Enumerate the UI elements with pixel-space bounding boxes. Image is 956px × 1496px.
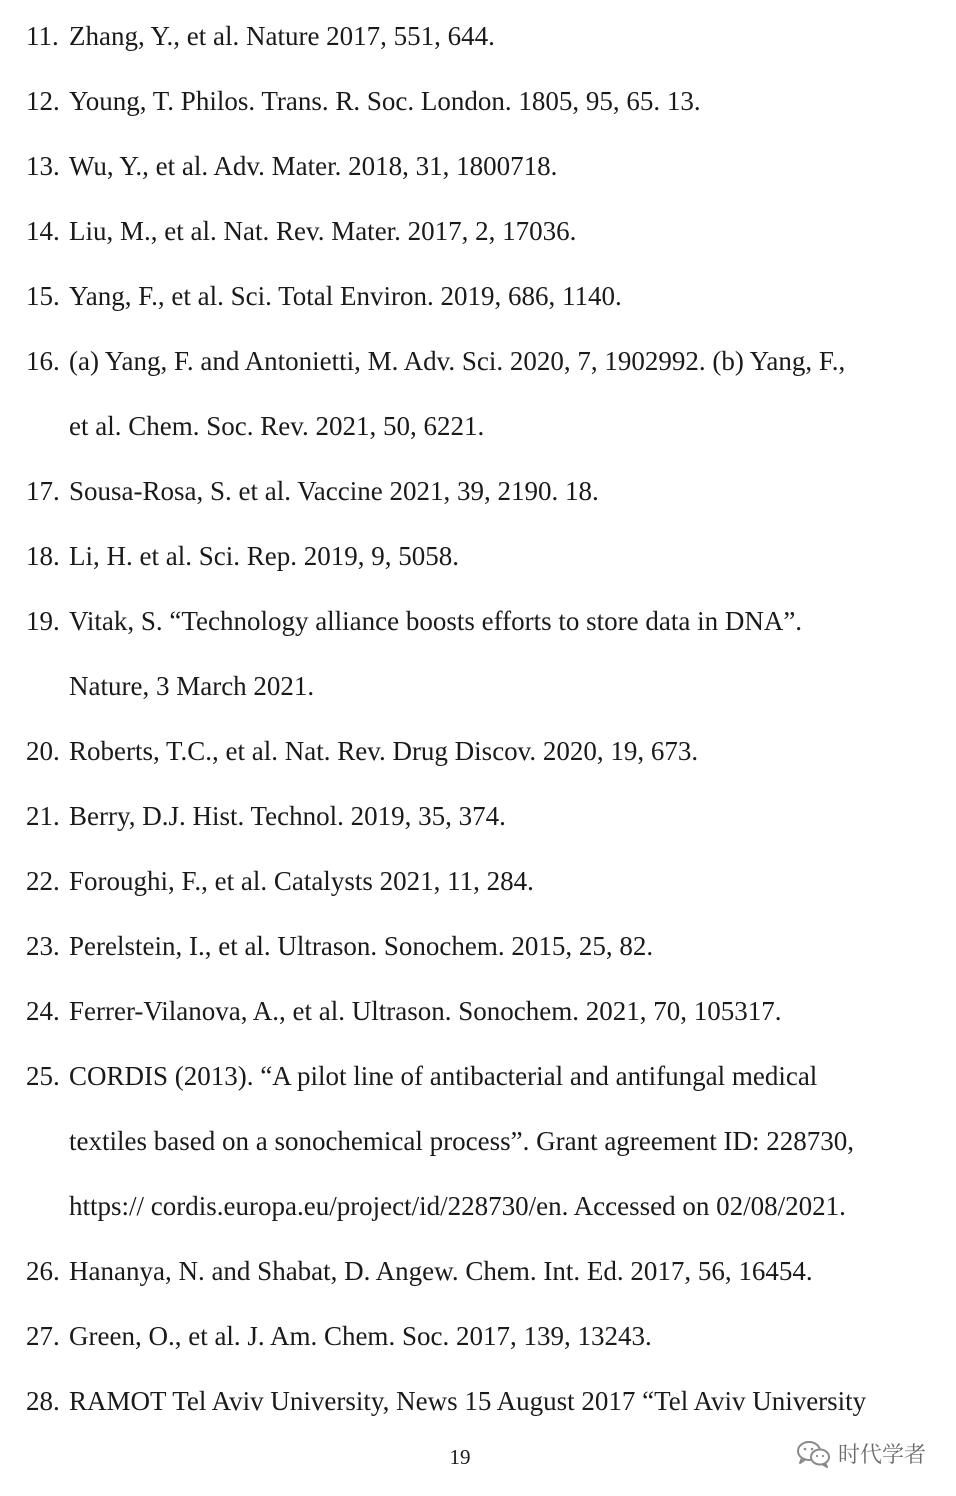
reference-item <box>26 1369 926 1434</box>
reference-number: 20. <box>26 736 60 766</box>
watermark-text: 时代学者 <box>837 1443 926 1468</box>
reference-line: RAMOT Tel Aviv University, News 15 August 2017 “Tel Aviv University <box>69 1386 867 1416</box>
reference-line: Sousa-Rosa, S. et al. Vaccine 2021, 39, 2190. 18. <box>69 476 599 506</box>
wechat-icon <box>796 1440 832 1468</box>
reference-number: 28. <box>26 1386 60 1416</box>
reference-text <box>69 199 926 264</box>
reference-number: 17. <box>26 476 60 506</box>
reference-item <box>26 329 926 459</box>
reference-number: 27. <box>26 1321 60 1351</box>
reference-line: Ferrer-Vilanova, A., et al. Ultrason. Sonochem. 2021, 70, 105317. <box>69 996 782 1026</box>
reference-number: 24. <box>26 996 60 1026</box>
reference-number: 18. <box>26 541 60 571</box>
reference-line: Zhang, Y., et al. Nature 2017, 551, 644. <box>69 21 495 51</box>
reference-text <box>69 459 926 524</box>
reference-text <box>69 914 926 979</box>
reference-item <box>26 459 926 524</box>
reference-line: (a) Yang, F. and Antonietti, M. Adv. Sci. 2020, 7, 1902992. (b) Yang, F., <box>69 346 846 376</box>
reference-line: Hananya, N. and Shabat, D. Angew. Chem. Int. Ed. 2017, 56, 16454. <box>69 1256 813 1286</box>
reference-item <box>26 199 926 264</box>
reference-text <box>69 264 926 329</box>
reference-text <box>69 979 926 1044</box>
reference-number: 13. <box>26 151 60 181</box>
reference-line: Foroughi, F., et al. Catalysts 2021, 11, 284. <box>69 866 534 896</box>
reference-item <box>26 69 926 134</box>
reference-line: Nature, 3 March 2021. <box>69 671 315 701</box>
reference-line: et al. Chem. Soc. Rev. 2021, 50, 6221. <box>69 411 485 441</box>
reference-item <box>26 4 926 69</box>
reference-number: 14. <box>26 216 60 246</box>
reference-number: 12. <box>26 86 60 116</box>
reference-text <box>69 329 926 459</box>
reference-text <box>69 69 926 134</box>
reference-item <box>26 784 926 849</box>
reference-line: Liu, M., et al. Nat. Rev. Mater. 2017, 2, 17036. <box>69 216 577 246</box>
reference-text <box>69 1369 926 1434</box>
reference-line: Roberts, T.C., et al. Nat. Rev. Drug Discov. 2020, 19, 673. <box>69 736 699 766</box>
reference-number: 21. <box>26 801 60 831</box>
reference-item <box>26 1239 926 1304</box>
reference-item <box>26 589 926 719</box>
reference-text <box>69 1044 926 1239</box>
reference-line: Wu, Y., et al. Adv. Mater. 2018, 31, 1800718. <box>69 151 558 181</box>
reference-line: Young, T. Philos. Trans. R. Soc. London. 1805, 95, 65. 13. <box>69 86 701 116</box>
reference-text <box>69 784 926 849</box>
reference-text <box>69 719 926 784</box>
reference-item <box>26 1304 926 1369</box>
reference-text <box>69 134 926 199</box>
reference-text <box>69 589 926 719</box>
reference-line: CORDIS (2013). “A pilot line of antibacterial and antifungal medical <box>69 1061 818 1091</box>
reference-line: Yang, F., et al. Sci. Total Environ. 2019, 686, 1140. <box>69 281 622 311</box>
reference-line: Vitak, S. “Technology alliance boosts efforts to store data in DNA”. <box>69 606 803 636</box>
reference-item <box>26 264 926 329</box>
reference-number: 26. <box>26 1256 60 1286</box>
reference-item <box>26 719 926 784</box>
reference-item <box>26 524 926 589</box>
reference-text <box>69 524 926 589</box>
reference-line: Green, O., et al. J. Am. Chem. Soc. 2017, 139, 13243. <box>69 1321 652 1351</box>
reference-line: textiles based on a sonochemical process”. Grant agreement ID: 228730, <box>69 1126 854 1156</box>
reference-number: 16. <box>26 346 60 376</box>
reference-number: 25. <box>26 1061 60 1091</box>
page-number: 19 <box>449 1445 471 1469</box>
reference-item <box>26 1044 926 1239</box>
reference-line: Berry, D.J. Hist. Technol. 2019, 35, 374. <box>69 801 506 831</box>
reference-line: Perelstein, I., et al. Ultrason. Sonochem. 2015, 25, 82. <box>69 931 654 961</box>
reference-line: https:// cordis.europa.eu/project/id/228730/en. Accessed on 02/08/2021. <box>69 1191 846 1221</box>
reference-text <box>69 849 926 914</box>
reference-text <box>69 1239 926 1304</box>
reference-text <box>69 4 926 69</box>
reference-number: 19. <box>26 606 60 636</box>
reference-number: 23. <box>26 931 60 961</box>
reference-item <box>26 849 926 914</box>
reference-item <box>26 914 926 979</box>
watermark <box>796 1438 926 1469</box>
reference-number: 15. <box>26 281 60 311</box>
reference-number: 22. <box>26 866 60 896</box>
reference-number: 11. <box>26 21 59 51</box>
reference-list <box>26 4 926 1434</box>
reference-line: Li, H. et al. Sci. Rep. 2019, 9, 5058. <box>69 541 459 571</box>
reference-item <box>26 979 926 1044</box>
reference-text <box>69 1304 926 1369</box>
reference-item <box>26 134 926 199</box>
